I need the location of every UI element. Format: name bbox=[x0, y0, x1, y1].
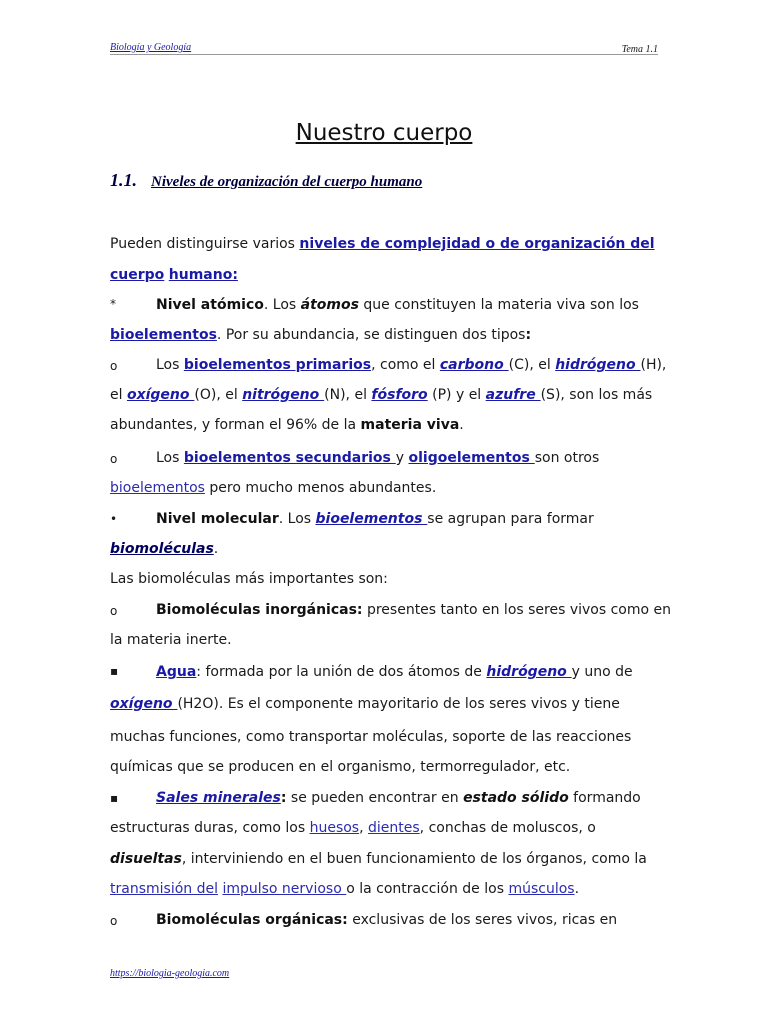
paragraph-line bbox=[110, 540, 218, 558]
text: exclusivas de los seres vivos, ricas en bbox=[347, 912, 618, 928]
bullet-circle: o bbox=[110, 359, 118, 373]
text: , bbox=[359, 820, 368, 836]
link-oxigeno[interactable]: oxígeno bbox=[110, 696, 178, 712]
section-title: Niveles de organización del cuerpo humano bbox=[151, 174, 423, 190]
paragraph-line bbox=[110, 479, 436, 497]
paragraph-line bbox=[156, 510, 594, 528]
paragraph-line: Las biomoléculas más importantes son: bbox=[110, 571, 388, 587]
paragraph-line bbox=[156, 601, 671, 619]
text: (P) y el bbox=[427, 387, 486, 403]
header-subject: Biología y Geología bbox=[110, 42, 192, 53]
link-transmision[interactable]: transmisión del bbox=[110, 881, 218, 897]
paragraph-line bbox=[156, 449, 599, 467]
link-agua[interactable]: Agua bbox=[156, 664, 197, 680]
link-dientes[interactable]: dientes bbox=[368, 820, 420, 836]
bullet-star: * bbox=[110, 297, 116, 311]
paragraph-line bbox=[156, 356, 666, 374]
text: el bbox=[110, 387, 127, 403]
paragraph-line bbox=[110, 880, 579, 898]
text: y uno de bbox=[571, 664, 633, 680]
link-fosforo[interactable]: fósforo bbox=[371, 387, 428, 403]
text: pero mucho menos abundantes. bbox=[204, 480, 437, 496]
paragraph-line bbox=[156, 789, 641, 807]
text: . bbox=[574, 881, 580, 897]
link-huesos[interactable]: huesos bbox=[309, 820, 360, 836]
text: Los bbox=[156, 357, 184, 373]
link-hidrogeno[interactable]: hidrógeno bbox=[555, 357, 641, 373]
paragraph-line: muchas funciones, como transportar moléculas, soporte de las reacciones bbox=[110, 729, 632, 745]
bullet-circle: o bbox=[110, 452, 118, 466]
text: . bbox=[459, 417, 464, 433]
text-bold-italic: átomos bbox=[300, 297, 359, 313]
text: se pueden encontrar en bbox=[286, 790, 464, 806]
bullet-square: ▪ bbox=[110, 664, 119, 678]
bullet-square: ▪ bbox=[110, 791, 119, 805]
link-bioelementos[interactable]: bioelementos bbox=[110, 480, 205, 496]
page-title: Nuestro cuerpo bbox=[295, 120, 473, 146]
text: y bbox=[395, 450, 409, 466]
text: formando bbox=[568, 790, 641, 806]
text: o la contracción de los bbox=[346, 881, 509, 897]
bullet-dot: • bbox=[110, 512, 118, 526]
text-bold-italic: disueltas bbox=[110, 851, 182, 867]
footer-link[interactable]: https://biologia-geologia.com bbox=[110, 968, 230, 979]
bullet-circle: o bbox=[110, 604, 118, 618]
text-bold: Biomoléculas orgánicas: bbox=[156, 912, 348, 928]
paragraph-line bbox=[156, 296, 639, 314]
text: son otros bbox=[534, 450, 600, 466]
text: . Los bbox=[263, 297, 301, 313]
link-biomoleculas[interactable]: biomoléculas bbox=[110, 541, 214, 557]
text: (N), el bbox=[324, 387, 372, 403]
text: (H), bbox=[640, 357, 667, 373]
text: , como el bbox=[371, 357, 440, 373]
text-bold: Biomoléculas inorgánicas: bbox=[156, 602, 363, 618]
paragraph-line: químicas que se producen en el organismo, termorregulador, etc. bbox=[110, 759, 571, 775]
text: Pueden distinguirse varios bbox=[110, 236, 300, 252]
text: , conchas de moluscos, o bbox=[419, 820, 596, 836]
paragraph-line bbox=[110, 235, 655, 253]
text-bold: : bbox=[280, 790, 287, 806]
link-cuerpo[interactable]: cuerpo bbox=[110, 267, 165, 283]
text: Los bbox=[156, 450, 184, 466]
header-topic: Tema 1.1 bbox=[621, 44, 658, 55]
text: que constituyen la materia viva son los bbox=[358, 297, 639, 313]
link-carbono[interactable]: carbono bbox=[439, 357, 509, 373]
paragraph-line: la materia inerte. bbox=[110, 632, 232, 648]
link-azufre[interactable]: azufre bbox=[485, 387, 541, 403]
link-bioelementos-secundarios[interactable]: bioelementos secundarios bbox=[183, 450, 396, 466]
paragraph-line bbox=[110, 819, 596, 837]
paragraph-line bbox=[110, 386, 652, 404]
text: (H2O). Es el componente mayoritario de los seres vivos y tiene bbox=[177, 696, 620, 712]
paragraph-line bbox=[110, 326, 531, 344]
paragraph-line bbox=[156, 663, 633, 681]
paragraph-line bbox=[110, 266, 238, 284]
text: presentes tanto en los seres vivos como en bbox=[362, 602, 672, 618]
text-bold: Nivel atómico bbox=[156, 297, 264, 313]
link-hidrogeno[interactable]: hidrógeno bbox=[486, 664, 572, 680]
text-bold: : bbox=[525, 327, 532, 343]
link-impulso-nervioso[interactable]: impulso nervioso bbox=[222, 881, 347, 897]
bullet-circle: o bbox=[110, 914, 118, 928]
paragraph-line bbox=[110, 416, 464, 434]
text: . Por su abundancia, se distinguen dos tipos bbox=[216, 327, 526, 343]
link-niveles-complejidad[interactable]: niveles de complejidad o de organización del bbox=[299, 236, 655, 252]
section-number: 1.1. bbox=[110, 170, 137, 190]
link-bioelementos-primarios[interactable]: bioelementos primarios bbox=[183, 357, 372, 373]
link-humano[interactable]: humano: bbox=[168, 267, 238, 283]
paragraph-line bbox=[110, 850, 647, 868]
text: . Los bbox=[278, 511, 316, 527]
link-oxigeno[interactable]: oxígeno bbox=[126, 387, 195, 403]
link-oligoelementos[interactable]: oligoelementos bbox=[408, 450, 535, 466]
paragraph-line bbox=[110, 695, 620, 713]
text: estructuras duras, como los bbox=[110, 820, 310, 836]
text-bold-italic: estado sólido bbox=[463, 790, 569, 806]
text: se agrupan para formar bbox=[427, 511, 594, 527]
link-nitrogeno[interactable]: nitrógeno bbox=[242, 387, 325, 403]
link-bioelementos[interactable]: bioelementos bbox=[315, 511, 428, 527]
text: . bbox=[213, 541, 219, 557]
text-bold: materia viva bbox=[360, 417, 460, 433]
header-divider bbox=[110, 54, 658, 55]
link-musculos[interactable]: músculos bbox=[508, 881, 575, 897]
link-bioelementos[interactable]: bioelementos bbox=[110, 327, 217, 343]
text: abundantes, y forman el 96% de la bbox=[110, 417, 361, 433]
text: (C), el bbox=[508, 357, 556, 373]
text: (S), son los más bbox=[540, 387, 653, 403]
text-bold: Nivel molecular bbox=[156, 511, 279, 527]
section-heading bbox=[110, 170, 422, 191]
text: (O), el bbox=[194, 387, 243, 403]
text: : formada por la unión de dos átomos de bbox=[196, 664, 487, 680]
text: , interviniendo en el buen funcionamiento de los órganos, como la bbox=[181, 851, 647, 867]
paragraph-line bbox=[156, 911, 617, 929]
link-sales-minerales[interactable]: Sales minerales bbox=[156, 790, 281, 806]
